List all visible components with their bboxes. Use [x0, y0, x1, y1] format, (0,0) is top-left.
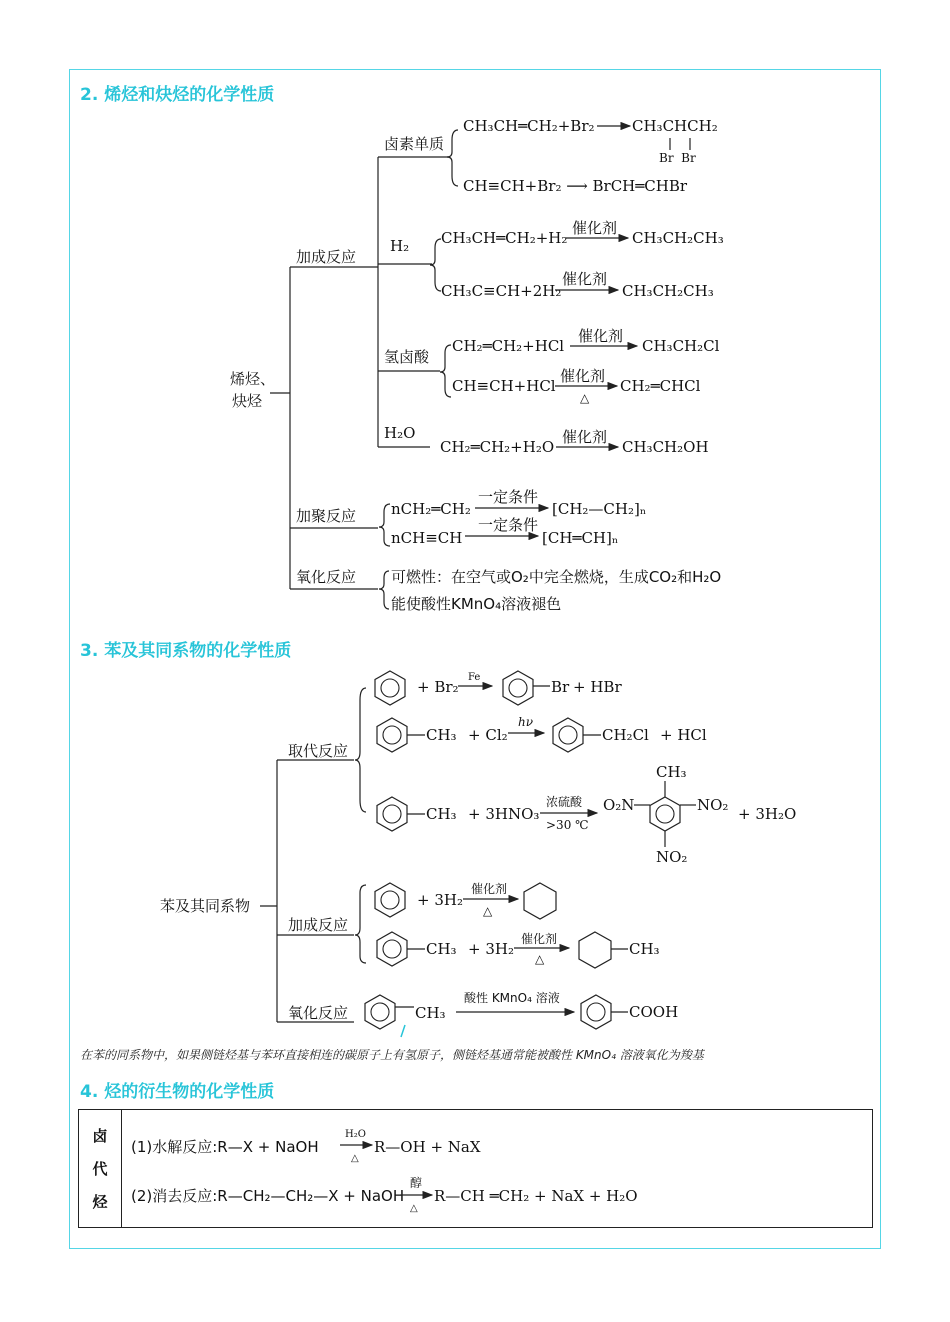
sub-r3-no2a: NO₂ [697, 796, 729, 814]
label-hx: 氢卤酸 [384, 348, 430, 366]
deriv-r1-right: R—OH + NaX [374, 1138, 481, 1156]
rxn-halogen-1-right: CH₃CHCH₂ [632, 117, 718, 135]
section-heading-2: 2. 烯烃和炔烃的化学性质 [80, 85, 275, 105]
add-r2-prod: CH₃ [629, 940, 660, 958]
rxn-poly-2-cond: 一定条件 [478, 516, 539, 534]
add-r2-cond2: △ [535, 952, 545, 966]
rxn-hx-2-cond: 催化剂 [560, 367, 606, 385]
deriv-r1-cond: H₂O [345, 1129, 366, 1140]
sub-r3-cond: 浓硫酸 [546, 795, 583, 809]
sub-r1-cond: Fe [468, 672, 481, 683]
rxn-hx-2-cond2: △ [580, 391, 590, 405]
sub-r1-sub: Br [551, 678, 570, 696]
ox-cond: 酸性 KMnO₄ 溶液 [464, 991, 560, 1005]
rxn-h2o-right: CH₃CH₂OH [622, 438, 709, 456]
sub-r1-left: + Br₂ [417, 678, 459, 696]
rxn-hx-1-left: CH₂═CH₂+HCl [452, 337, 565, 355]
benzene-root: 苯及其同系物 [160, 897, 251, 915]
deriv-r1-label: (1)水解反应:R—X + NaOH [131, 1138, 319, 1156]
derivatives-label [79, 1110, 122, 1227]
benzene-ring [377, 718, 407, 752]
deriv-r2-right: R—CH ═CH₂ + NaX + H₂O [434, 1187, 638, 1205]
ox-prod: COOH [629, 1003, 679, 1021]
sub-r3-cond2: >30 ℃ [546, 818, 589, 832]
alkene-root-2: 炔烃 [232, 392, 263, 410]
add-r1-left: + 3H₂ [417, 891, 463, 909]
section-heading-3: 3. 苯及其同系物的化学性质 [80, 641, 292, 661]
sub-r3-extra: + 3H₂O [738, 805, 797, 823]
sub-r3-ch3: CH₃ [656, 763, 687, 781]
rxn-h2-2-right: CH₃CH₂CH₃ [622, 282, 714, 300]
sub-r1-extra: + HBr [573, 678, 622, 696]
rxn-h2-1-right: CH₃CH₂CH₃ [632, 229, 724, 247]
add-r2-sub: CH₃ [426, 940, 457, 958]
label-char: 代 [92, 1160, 108, 1178]
label-oxidation: 氧化反应 [296, 568, 357, 586]
cyclohexane-ring [524, 883, 556, 919]
rxn-halogen-2: CH≡CH+Br₂ ⟶ BrCH═CHBr [463, 177, 688, 195]
rxn-h2o-left: CH₂═CH₂+H₂O [440, 438, 555, 456]
rxn-hx-2-right: CH₂═CHCl [620, 377, 701, 395]
rxn-h2-2-cond: 催化剂 [562, 270, 608, 288]
cyclohexane-ring [579, 932, 611, 968]
add-r2-cond: 催化剂 [521, 932, 558, 946]
sub-r2-sub: CH₃ [426, 726, 457, 744]
label-substitution: 取代反应 [288, 742, 349, 760]
footnote: 在苯的同系物中，如果侧链烃基与苯环直接相连的碳原子上有氢原子，侧链烃基通常能被酸性 KMnO₄ 溶液氧化为羧基 [80, 1048, 704, 1062]
sub-r2-left: + Cl₂ [468, 726, 508, 744]
rxn-poly-2-right: [CH═CH]ₙ [542, 529, 619, 547]
rxn-poly-1-left: nCH₂═CH₂ [391, 500, 471, 518]
rxn-hx-2-left: CH≡CH+HCl [452, 377, 556, 395]
sub-r2-extra: + HCl [660, 726, 707, 744]
label-addition: 加成反应 [296, 248, 357, 266]
rxn-hx-1-right: CH₃CH₂Cl [642, 337, 720, 355]
benzene-ring [553, 718, 583, 752]
rxn-h2-1-left: CH₃CH═CH₂+H₂ [441, 229, 568, 247]
section-heading-4: 4. 烃的衍生物的化学性质 [80, 1082, 275, 1102]
label-benz-oxidation: 氧化反应 [288, 1004, 349, 1022]
benzene-ring [375, 671, 405, 705]
benzene-ring [503, 671, 533, 705]
benzene-ring [581, 995, 611, 1029]
sub-r3-sub: CH₃ [426, 805, 457, 823]
add-r2-left: + 3H₂ [468, 940, 514, 958]
deriv-r2-cond2: △ [410, 1203, 418, 1214]
sub-r3-left: + 3HNO₃ [468, 805, 540, 823]
sub-r2-prod: CH₂Cl [602, 726, 649, 744]
rxn-poly-2-left: nCH≡CH [391, 529, 463, 547]
rxn-h2o-cond: 催化剂 [562, 428, 608, 446]
label-char: 卤 [92, 1127, 108, 1145]
rxn-hx-1-cond: 催化剂 [578, 327, 624, 345]
rxn-halogen-1-left: CH₃CH═CH₂+Br₂ [463, 117, 595, 135]
label-benz-addition: 加成反应 [288, 916, 349, 934]
label-halogen: 卤素单质 [384, 135, 445, 153]
rxn-h2-2-left: CH₃C≡CH+2H₂ [441, 282, 562, 300]
rxn-poly-1-right: [CH₂—CH₂]ₙ [552, 500, 647, 518]
label-h2o: H₂O [384, 424, 416, 442]
ox-sub: CH₃ [415, 1004, 446, 1022]
benzene-ring [365, 995, 395, 1029]
benzene-ring [375, 883, 405, 917]
benzene-ring [377, 932, 407, 966]
deriv-r1-cond2: △ [351, 1153, 359, 1164]
rxn-h2-1-cond: 催化剂 [572, 219, 618, 237]
sub-r3-o2n: O₂N [603, 796, 635, 814]
oxidation-line-2: 能使酸性KMnO₄溶液褪色 [391, 595, 562, 613]
benzene-ring [650, 797, 680, 831]
add-r1-cond: 催化剂 [471, 882, 508, 896]
label-char: 烃 [92, 1193, 108, 1211]
sub-r3-no2b: NO₂ [656, 848, 688, 866]
deriv-r2-label: (2)消去反应:R—CH₂—CH₂—X + NaOH [131, 1187, 405, 1205]
alkene-root-1: 烯烃、 [230, 370, 276, 388]
oxidation-line-1: 可燃性：在空气或O₂中完全燃烧，生成CO₂和H₂O [391, 568, 722, 586]
rxn-halogen-1-br: Br Br [659, 151, 696, 165]
add-r1-cond2: △ [483, 904, 493, 918]
label-polymer: 加聚反应 [296, 507, 357, 525]
derivatives-table [78, 1109, 873, 1228]
benzene-ring [377, 797, 407, 831]
label-h2: H₂ [390, 237, 410, 255]
deriv-r2-cond: 醇 [410, 1176, 423, 1190]
sub-r2-cond: hν [518, 715, 534, 729]
rxn-poly-1-cond: 一定条件 [478, 488, 539, 506]
